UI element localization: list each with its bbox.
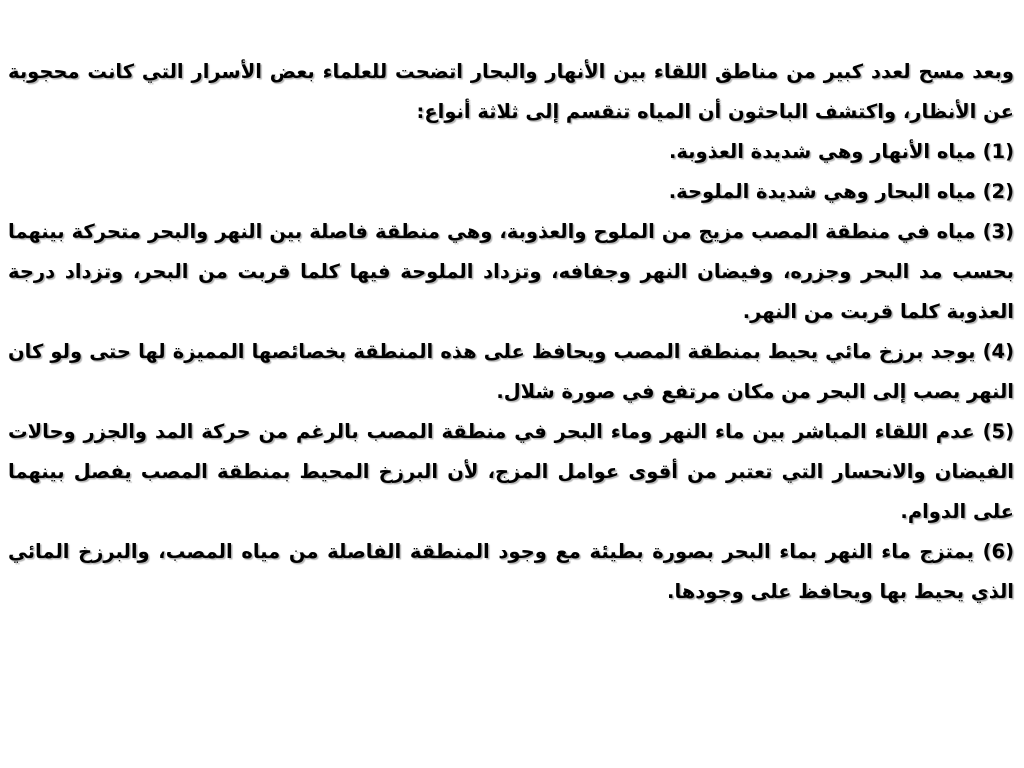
item-text-6: يمتزج ماء النهر بماء البحر بصورة بطيئة مع وجود المنطقة الفاصلة من مياه المصب، والبرزخ المائي الذي يحيط بها ويحافظ على وجودها. (8, 540, 1014, 603)
item-number-1: (1) (982, 140, 1014, 163)
item-number-2: (2) (982, 180, 1014, 203)
item-text-2: مياه البحار وهي شديدة الملوحة. (668, 180, 976, 203)
intro-paragraph: وبعد مسح لعدد كبير من مناطق اللقاء بين الأنهار والبحار اتضحت للعلماء بعض الأسرار التي كانت محجوبة عن الأنظار، واكتشف الباحثون أن المياه تنقسم إلى ثلاثة أنواع: (8, 60, 1014, 123)
item-text-3: مياه في منطقة المصب مزيج من الملوح والعذوبة، وهي منطقة فاصلة بين النهر والبحر متحركة بينهما بحسب مد البحر وجزره، وفيضان النهر وجفافه، وتزداد الملوحة فيها كلما قربت من البحر، وتزداد درجة العذوبة كلما قربت من النهر. (8, 220, 1014, 323)
item-number-5: (5) (982, 420, 1015, 443)
list-item-1 (8, 132, 1014, 172)
item-number-6: (6) (982, 540, 1014, 563)
list-item-3 (8, 212, 1014, 332)
list-item-2 (8, 172, 1014, 212)
item-text-4: يوجد برزخ مائي يحيط بمنطقة المصب ويحافظ على هذه المنطقة بخصائصها المميزة لها حتى ولو كان النهر يصب إلى البحر من مكان مرتفع في صورة شلال. (8, 340, 1014, 403)
list-item-6 (8, 532, 1014, 612)
list-item-4 (8, 332, 1014, 412)
slide-text-body (8, 52, 1014, 612)
list-item-5 (8, 412, 1014, 532)
item-text-5: عدم اللقاء المباشر بين ماء النهر وماء البحر في منطقة المصب بالرغم من حركة المد والجزر وحالات الفيضان والانحسار التي تعتبر من أقوى عوامل المزج، لأن البرزخ المحيط بمنطقة المصب يفصل بينهما على الدوام. (8, 420, 1014, 523)
item-number-3: (3) (982, 220, 1014, 243)
item-number-4: (4) (982, 340, 1014, 363)
item-text-1: مياه الأنهار وهي شديدة العذوبة. (668, 140, 976, 163)
